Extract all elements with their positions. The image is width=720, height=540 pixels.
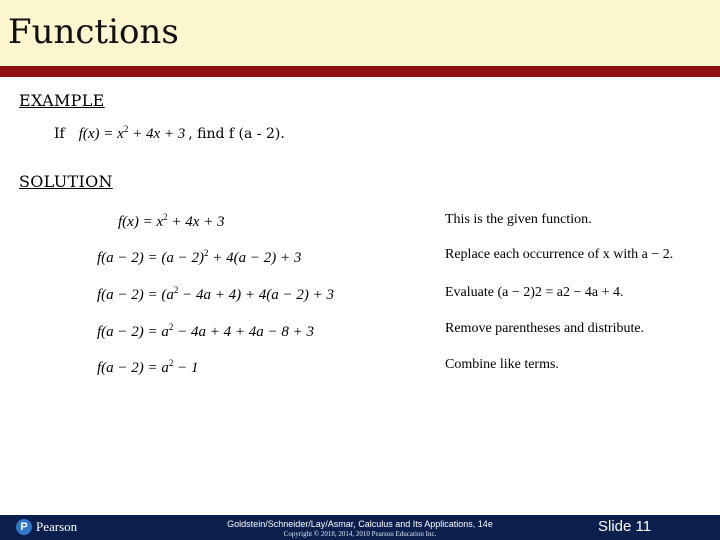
step-note-1: This is the given function. (445, 212, 592, 227)
copyright: Copyright © 2018, 2014, 2010 Pearson Education Inc. (283, 530, 437, 538)
prompt-prefix: If (54, 126, 65, 142)
step-note-3: Evaluate (a − 2)2 = a2 − 4a + 4. (445, 285, 624, 300)
title-rule (0, 66, 720, 77)
step-equation-4: $f(a - 2) = a^2 - 4a + 4 + 4a - 8 + 3$ (97, 322, 315, 340)
step-equation-3: $f(a - 2) = (a^2 - 4a + 4) + 4(a - 2) + 3$ (97, 285, 335, 303)
footer-bar (0, 515, 720, 540)
pearson-logo-icon: P (16, 519, 32, 535)
step-note-5: Combine like terms. (445, 357, 559, 372)
pearson-logo-text: Pearson (36, 519, 78, 534)
step-equation-2: $f(a - 2) = (a - 2)^2 + 4(a - 2) + 3$ (97, 248, 302, 266)
slide-number: Slide 11 (598, 518, 652, 535)
prompt-suffix: , find f (a - 2). (188, 126, 285, 142)
step-equation-1: $f(x) = x^2 + 4x + 3$ (118, 212, 225, 230)
step-note-2: Replace each occurrence of x with a − 2. (445, 247, 674, 262)
step-note-4: Remove parentheses and distribute. (445, 321, 645, 336)
given-function: $f(x) = x^2 + 4x + 3$ (78, 124, 186, 142)
solution-heading: SOLUTION (19, 172, 113, 191)
pearson-logo (16, 519, 77, 535)
example-prompt (54, 124, 285, 143)
page-title: Functions (8, 12, 179, 52)
title-bar (0, 0, 720, 66)
example-heading: EXAMPLE (19, 91, 105, 110)
step-equation-5: $f(a - 2) = a^2 - 1$ (97, 358, 199, 376)
citation: Goldstein/Schneider/Lay/Asmar, Calculus and Its Applications, 14e (227, 519, 493, 529)
